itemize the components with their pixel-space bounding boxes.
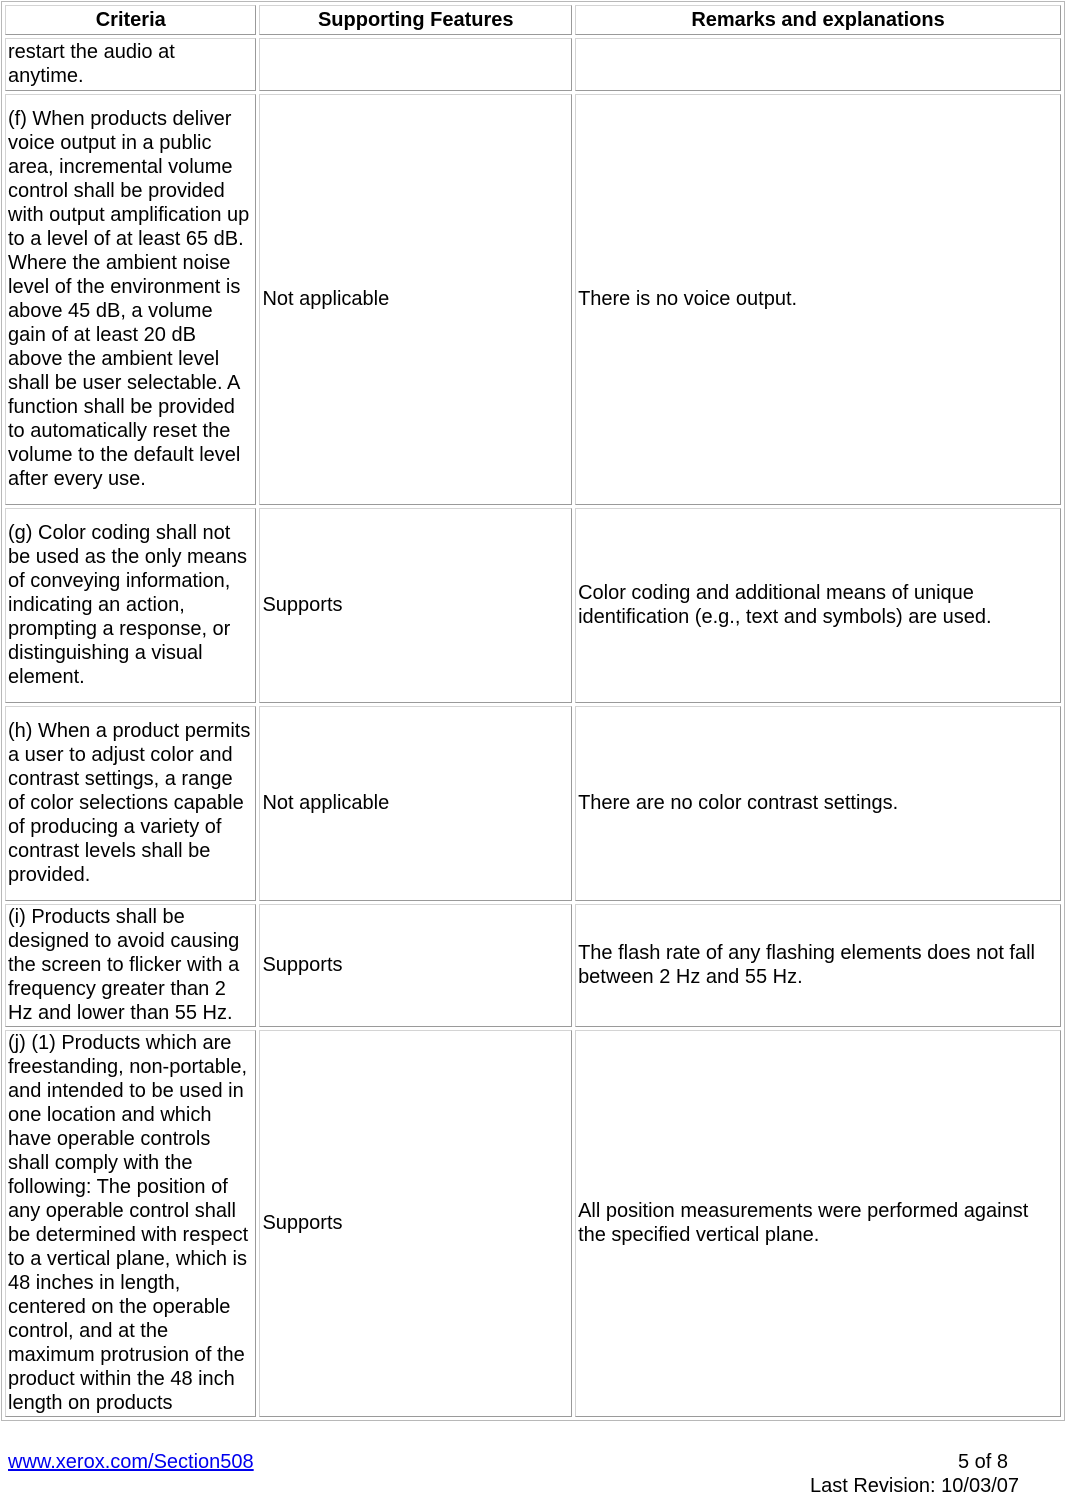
criteria-cell: (g) Color coding shall not be used as the only means of conveying information, indicating an action, prompting a response, or distinguishing a visual element. xyxy=(5,508,256,703)
criteria-cell: (i) Products shall be designed to avoid causing the screen to flicker with a frequency greater than 2 Hz and lower than 55 Hz. xyxy=(5,904,256,1027)
last-revision: Last Revision: 10/03/07 xyxy=(809,1475,1019,1497)
header-remarks: Remarks and explanations xyxy=(575,5,1061,35)
remarks-cell: All position measurements were performed against the specified vertical plane. xyxy=(575,1030,1061,1417)
supporting-cell xyxy=(259,38,572,91)
table-header-row xyxy=(5,5,1061,35)
table-row xyxy=(5,94,1061,505)
table-row xyxy=(5,1030,1061,1417)
section-508-table xyxy=(1,1,1065,1421)
supporting-cell: Supports xyxy=(259,904,572,1027)
remarks-cell: There are no color contrast settings. xyxy=(575,706,1061,901)
criteria-cell: (f) When products deliver voice output in a public area, incremental volume control shall be provided with output amplification up to a level of at least 65 dB. Where the ambient noise level of the environment is above 45 dB, a volume gain of at least 20 dB above the ambient level shall be user selectable. A function shall be provided to automatically reset the volume to the default level after every use. xyxy=(5,94,256,505)
table-row xyxy=(5,904,1061,1027)
supporting-cell: Supports xyxy=(259,508,572,703)
table-row xyxy=(5,706,1061,901)
supporting-cell: Not applicable xyxy=(259,706,572,901)
table-row xyxy=(5,508,1061,703)
header-criteria: Criteria xyxy=(5,5,256,35)
criteria-cell: restart the audio at anytime. xyxy=(5,38,256,91)
criteria-cell: (h) When a product permits a user to adjust color and contrast settings, a range of color selections capable of producing a variety of contrast levels shall be provided. xyxy=(5,706,256,901)
supporting-cell: Supports xyxy=(259,1030,572,1417)
section508-link[interactable]: www.xerox.com/Section508 xyxy=(8,1451,254,1473)
page-number: 5 of 8 xyxy=(957,1451,1008,1473)
supporting-cell: Not applicable xyxy=(259,94,572,505)
criteria-cell: (j) (1) Products which are freestanding, non-portable, and intended to be used in one location and which have operable controls shall comply with the following: The position of any operable control shall be determined with respect to a vertical plane, which is 48 inches in length, centered on the operable control, and at the maximum protrusion of the product within the 48 inch length on products xyxy=(5,1030,256,1417)
remarks-cell: The flash rate of any flashing elements does not fall between 2 Hz and 55 Hz. xyxy=(575,904,1061,1027)
remarks-cell xyxy=(575,38,1061,91)
header-supporting-features: Supporting Features xyxy=(259,5,572,35)
remarks-cell: Color coding and additional means of unique identification (e.g., text and symbols) are used. xyxy=(575,508,1061,703)
table-row xyxy=(5,38,1061,91)
remarks-cell: There is no voice output. xyxy=(575,94,1061,505)
